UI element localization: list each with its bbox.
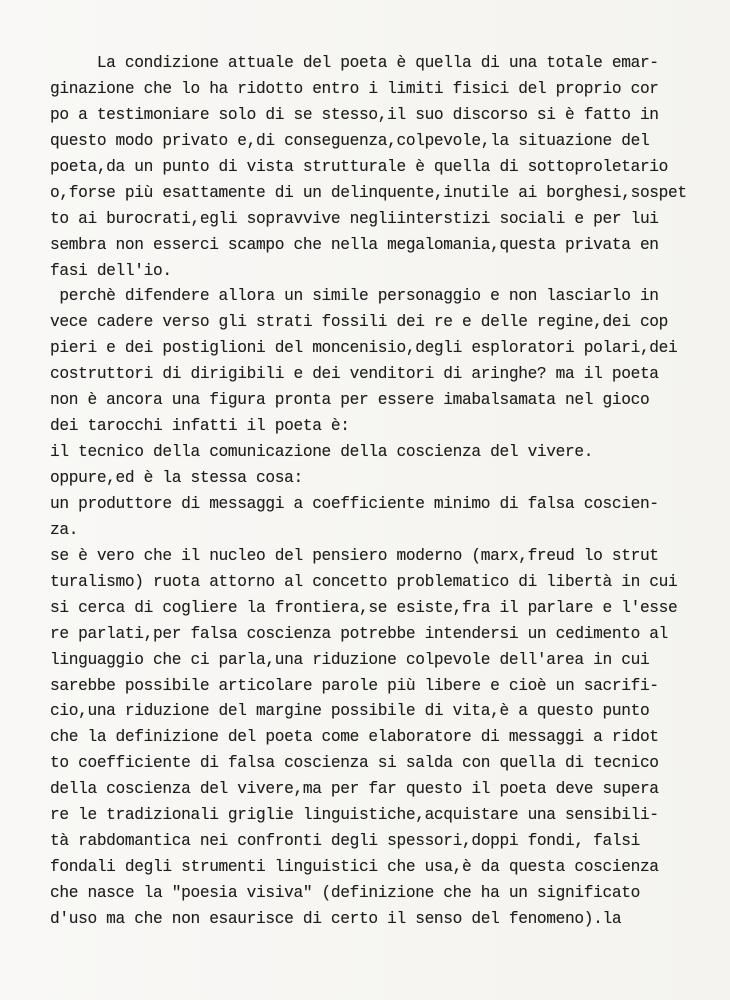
text-line: linguaggio che ci parla,una riduzione colpevole dell'area in cui bbox=[50, 650, 650, 669]
text-line: ginazione che lo ha ridotto entro i limiti fisici del proprio cor bbox=[50, 79, 659, 98]
text-line: sarebbe possibile articolare parole più libere e cioè un sacrifi- bbox=[50, 676, 659, 695]
text-line: costruttori di dirigibili e dei venditori di aringhe? ma il poeta bbox=[50, 365, 659, 384]
text-line: si cerca di cogliere la frontiera,se esiste,fra il parlare e l'esse bbox=[50, 598, 678, 617]
text-line: re parlati,per falsa coscienza potrebbe intendersi un cedimento al bbox=[50, 624, 669, 643]
text-line: re le tradizionali griglie linguistiche,acquistare una sensibili- bbox=[50, 806, 659, 825]
text-line: questo modo privato e,di conseguenza,colpevole,la situazione del bbox=[50, 131, 650, 150]
text-line: d'uso ma che non esaurisce di certo il senso del fenomeno).la bbox=[50, 909, 622, 928]
text-line: to ai burocrati,egli sopravvive negliinterstizi sociali e per lui bbox=[50, 209, 659, 228]
text-line: non è ancora una figura pronta per essere imabalsamata nel gioco bbox=[50, 391, 650, 410]
text-line: sembra non esserci scampo che nella megalomania,questa privata en bbox=[50, 235, 659, 254]
text-line: za. bbox=[50, 520, 79, 539]
text-line: o,forse più esattamente di un delinquente,inutile ai borghesi,sospet bbox=[50, 183, 687, 202]
text-line: il tecnico della comunicazione della coscienza del vivere. bbox=[50, 443, 594, 462]
text-line: dei tarocchi infatti il poeta è: bbox=[50, 417, 350, 436]
text-line: cio,una riduzione del margine possibile di vita,è a questo punto bbox=[50, 702, 650, 721]
text-line: che nasce la "poesia visiva" (definizione che ha un significato bbox=[50, 884, 640, 902]
text-line: oppure,ed è la stessa cosa: bbox=[50, 469, 303, 487]
text-line: fasi dell'io. bbox=[50, 261, 172, 280]
text-line: poeta,da un punto di vista strutturale è quella di sottoproletario bbox=[50, 157, 669, 176]
text-line: La condizione attuale del poeta è quella di una totale emar- bbox=[50, 54, 659, 72]
text-line: un produttore di messaggi a coefficiente minimo di falsa coscien- bbox=[50, 494, 659, 513]
text-line: po a testimoniare solo di se stesso,il suo discorso si è fatto in bbox=[50, 105, 659, 124]
text-line: perchè difendere allora un simile personaggio e non lasciarlo in bbox=[50, 287, 659, 306]
text-line: vece cadere verso gli strati fossili dei re e delle regine,dei cop bbox=[50, 313, 669, 332]
text-line: to coefficiente di falsa coscienza si salda con quella di tecnico bbox=[50, 754, 659, 773]
text-line: pieri e dei postiglioni del moncenisio,degli esploratori polari,dei bbox=[50, 339, 678, 358]
text-line: che la definizione del poeta come elaboratore di messaggi a ridot bbox=[50, 728, 659, 747]
text-line: turalismo) ruota attorno al concetto problematico di libertà in cui bbox=[50, 572, 678, 591]
text-line: se è vero che il nucleo del pensiero moderno (marx,freud lo strut bbox=[50, 546, 659, 565]
text-line: della coscienza del vivere,ma per far questo il poeta deve supera bbox=[50, 780, 659, 799]
text-line: fondali degli strumenti linguistici che usa,è da questa coscienza bbox=[50, 858, 659, 877]
text-line: tà rabdomantica nei confronti degli spessori,doppi fondi, falsi bbox=[50, 832, 640, 851]
typewritten-text-block bbox=[50, 51, 710, 933]
